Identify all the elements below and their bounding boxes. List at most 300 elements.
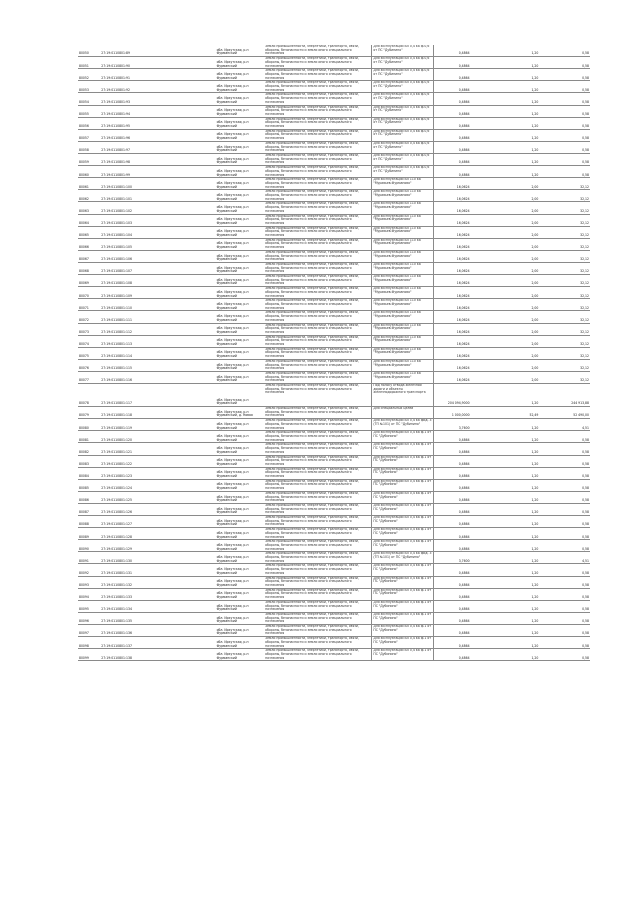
permitted-use-cell: Для эксплуатации ВЛ 0,4 кВ ф.1 от ПС "Дубинино" xyxy=(372,431,434,443)
row-number-cell: 80063 xyxy=(78,202,100,214)
specific-value-cell: 2,00 xyxy=(471,323,540,335)
address-cell: обл. Иркутская, р-н Фурманский xyxy=(216,262,265,274)
cadastral-value-cell: 32,12 xyxy=(539,214,590,226)
land-category-cell: Земли промышленности, энергетики, транспорта, связи, обороны, безопасности и земли иного специального назначения xyxy=(264,431,372,443)
table-row xyxy=(78,166,590,178)
cadastral-number-cell: 27:19:0110801:132 xyxy=(100,576,215,588)
cadastral-number-cell: 27:19:0110801:101 xyxy=(100,190,215,202)
permitted-use-cell: Для эксплуатации ВЛ 110 кВ "Муравьев-Фурманово" xyxy=(372,238,434,250)
cadastral-value-cell: 32,12 xyxy=(539,190,590,202)
land-category-cell: Земли промышленности, энергетики, транспорта, связи, обороны, безопасности и земли иного специального назначения xyxy=(264,564,372,576)
specific-value-cell: 1,20 xyxy=(471,467,540,479)
address-cell: обл. Иркутская, р-н Фурманский xyxy=(216,516,265,528)
address-cell: обл. Иркутская, р-н Фурманский xyxy=(216,467,265,479)
cadastral-number-cell: 27:19:0110801:129 xyxy=(100,540,215,552)
row-number-cell: 80067 xyxy=(78,250,100,262)
specific-value-cell: 1,20 xyxy=(471,45,540,57)
land-category-cell: Земли промышленности, энергетики, транспорта, связи, обороны, безопасности и земли иного специального назначения xyxy=(264,117,372,129)
cadastral-value-cell: 0,58 xyxy=(539,153,590,165)
cadastral-number-cell: 27:19:0110801:112 xyxy=(100,323,215,335)
land-category-cell: Земли промышленности, энергетики, транспорта, связи, обороны, безопасности и земли иного специального назначения xyxy=(264,81,372,93)
table-row xyxy=(78,202,590,214)
area-cell: 0,4864 xyxy=(434,467,471,479)
land-category-cell: Земли промышленности, энергетики, транспорта, связи, обороны, безопасности и земли иного специального назначения xyxy=(264,129,372,141)
table-row xyxy=(78,612,590,624)
table-row xyxy=(78,407,590,419)
land-category-cell: Земли промышленности, энергетики, транспорта, связи, обороны, безопасности и земли иного специального назначения xyxy=(264,407,372,419)
row-number-cell: 80060 xyxy=(78,166,100,178)
cadastral-value-cell: 0,58 xyxy=(539,57,590,69)
specific-value-cell: 1,20 xyxy=(471,552,540,564)
table-row xyxy=(78,491,590,503)
specific-value-cell: 2,00 xyxy=(471,226,540,238)
area-cell: 0,4864 xyxy=(434,443,471,455)
cadastral-value-cell: 0,58 xyxy=(539,649,590,661)
row-number-cell: 80073 xyxy=(78,323,100,335)
specific-value-cell: 1,20 xyxy=(471,69,540,81)
table-row xyxy=(78,190,590,202)
address-cell: обл. Иркутская, р-н Фурманский xyxy=(216,600,265,612)
table-row xyxy=(78,576,590,588)
area-cell: 16,0624 xyxy=(434,323,471,335)
land-category-cell: Земли промышленности, энергетики, транспорта, связи, обороны, безопасности и земли иного специального назначения xyxy=(264,576,372,588)
row-number-cell: 80090 xyxy=(78,540,100,552)
cadastral-value-cell: 32,12 xyxy=(539,311,590,323)
address-cell: обл. Иркутская, р-н Фурманский xyxy=(216,81,265,93)
specific-value-cell: 1,20 xyxy=(471,384,540,407)
permitted-use-cell: Для эксплуатации ВЛ 0,4 кВ ф.0,6 от ПС "Дубинино" xyxy=(372,93,434,105)
area-cell: 16,0624 xyxy=(434,275,471,287)
row-number-cell: 80075 xyxy=(78,347,100,359)
specific-value-cell: 2,00 xyxy=(471,250,540,262)
address-cell: обл. Иркутская, р-н Фурманский xyxy=(216,431,265,443)
area-cell: 0,4864 xyxy=(434,649,471,661)
cadastral-number-cell: 27:19:0110801:135 xyxy=(100,612,215,624)
cadastral-number-cell: 27:19:0110801:124 xyxy=(100,479,215,491)
specific-value-cell: 1,20 xyxy=(471,57,540,69)
row-number-cell: 80092 xyxy=(78,564,100,576)
cadastral-number-cell: 27:19:0110801:103 xyxy=(100,214,215,226)
specific-value-cell: 1,20 xyxy=(471,431,540,443)
address-cell: обл. Иркутская, р-н Фурманский xyxy=(216,528,265,540)
table-row xyxy=(78,347,590,359)
cadastral-number-cell: 27:19:0110801:136 xyxy=(100,625,215,637)
area-cell: 16,0624 xyxy=(434,347,471,359)
cadastral-number-cell: 27:19:0110801:105 xyxy=(100,238,215,250)
permitted-use-cell: Для эксплуатации ВЛ 0,4 кВ ф.1 от ПС "Дубинино" xyxy=(372,540,434,552)
cadastral-value-cell: 0,58 xyxy=(539,637,590,649)
table-row xyxy=(78,117,590,129)
cadastral-value-cell: 32,12 xyxy=(539,202,590,214)
table-row xyxy=(78,93,590,105)
land-category-cell: Земли промышленности, энергетики, транспорта, связи, обороны, безопасности и земли иного специального назначения xyxy=(264,93,372,105)
specific-value-cell: 2,00 xyxy=(471,311,540,323)
row-number-cell: 80068 xyxy=(78,262,100,274)
address-cell: обл. Иркутская, р-н Фурманский xyxy=(216,612,265,624)
cadastral-value-cell: 0,58 xyxy=(539,117,590,129)
cadastral-number-cell: 27:19:0110801:111 xyxy=(100,311,215,323)
area-cell: 0,4864 xyxy=(434,431,471,443)
permitted-use-cell: Для эксплуатации ВЛ 0,4 кВ ф.1 от ПС "Дубинино" xyxy=(372,649,434,661)
cadastral-number-cell: 27:19:0110801:89 xyxy=(100,45,215,57)
table-row xyxy=(78,600,590,612)
cadastral-number-cell: 27:19:0110801:98 xyxy=(100,153,215,165)
row-number-cell: 80080 xyxy=(78,419,100,431)
table-row xyxy=(78,443,590,455)
permitted-use-cell: Для эксплуатации ВЛ 0,4 кВ ф.1 от ПС "Дубинино" xyxy=(372,637,434,649)
row-number-cell: 80099 xyxy=(78,649,100,661)
cadastral-number-cell: 27:19:0110801:109 xyxy=(100,287,215,299)
table-row xyxy=(78,129,590,141)
row-number-cell: 80078 xyxy=(78,384,100,407)
cadastral-number-cell: 27:19:0110801:100 xyxy=(100,178,215,190)
address-cell: обл. Иркутская, р-н Фурманский xyxy=(216,503,265,515)
table-row xyxy=(78,467,590,479)
table-row xyxy=(78,105,590,117)
address-cell: обл. Иркутская, р-н Фурманский xyxy=(216,117,265,129)
cadastral-number-cell: 27:19:0110801:126 xyxy=(100,503,215,515)
row-number-cell: 80061 xyxy=(78,178,100,190)
specific-value-cell: 2,00 xyxy=(471,202,540,214)
land-category-cell: Земли промышленности, энергетики, транспорта, связи, обороны, безопасности и земли иного специального назначения xyxy=(264,45,372,57)
address-cell: обл. Иркутская, р-н Фурманский xyxy=(216,649,265,661)
area-cell: 0,4864 xyxy=(434,81,471,93)
address-cell: обл. Иркутская, р-н Фурманский xyxy=(216,311,265,323)
table-row xyxy=(78,455,590,467)
permitted-use-cell: Для эксплуатации ВЛ 0,4 кВ ф.1 от ПС "Дубинино" xyxy=(372,503,434,515)
area-cell: 16,0624 xyxy=(434,178,471,190)
specific-value-cell: 2,00 xyxy=(471,275,540,287)
cadastral-value-cell: 32,12 xyxy=(539,250,590,262)
cadastral-value-cell: 52 490,00 xyxy=(539,407,590,419)
table-body xyxy=(78,45,590,661)
land-category-cell: Земли промышленности, энергетики, транспорта, связи, обороны, безопасности и земли иного специального назначения xyxy=(264,299,372,311)
area-cell: 0,4864 xyxy=(434,564,471,576)
specific-value-cell: 1,20 xyxy=(471,564,540,576)
land-category-cell: Земли промышленности, энергетики, транспорта, связи, обороны, безопасности и земли иного специального назначения xyxy=(264,540,372,552)
cadastral-value-cell: 0,58 xyxy=(539,141,590,153)
cadastral-number-cell: 27:19:0110801:138 xyxy=(100,649,215,661)
row-number-cell: 80052 xyxy=(78,69,100,81)
table-row xyxy=(78,323,590,335)
cadastral-number-cell: 27:19:0110801:96 xyxy=(100,129,215,141)
cadastral-value-cell: 0,58 xyxy=(539,576,590,588)
table-row xyxy=(78,479,590,491)
cadastral-value-cell: 32,12 xyxy=(539,262,590,274)
area-cell: 0,4864 xyxy=(434,105,471,117)
cadastral-value-cell: 0,58 xyxy=(539,467,590,479)
area-cell: 0,4864 xyxy=(434,528,471,540)
row-number-cell: 80089 xyxy=(78,528,100,540)
specific-value-cell: 52,49 xyxy=(471,407,540,419)
cadastral-number-cell: 27:19:0110801:92 xyxy=(100,81,215,93)
address-cell: обл. Иркутская, р-н Фурманский xyxy=(216,141,265,153)
area-cell: 16,0624 xyxy=(434,359,471,371)
table-row xyxy=(78,503,590,515)
table-row xyxy=(78,552,590,564)
address-cell: обл. Иркутская, р-н Фурманский xyxy=(216,384,265,407)
cadastral-number-cell: 27:19:0110801:114 xyxy=(100,347,215,359)
cadastral-number-cell: 27:19:0110801:130 xyxy=(100,552,215,564)
permitted-use-cell: Для эксплуатации ВЛ 0,4 кВ ф.1 от ПС "Дубинино" xyxy=(372,479,434,491)
cadastral-value-cell: 32,12 xyxy=(539,371,590,383)
area-cell: 0,4864 xyxy=(434,540,471,552)
table-row xyxy=(78,69,590,81)
specific-value-cell: 2,00 xyxy=(471,359,540,371)
row-number-cell: 80056 xyxy=(78,117,100,129)
cadastral-value-cell: 0,58 xyxy=(539,166,590,178)
permitted-use-cell: Для эксплуатации ВЛ 0,4 кВ ф.0,6 от ПС "Дубинино" xyxy=(372,141,434,153)
permitted-use-cell: Для эксплуатации ВЛ 110 кВ "Муравьев-Фурманово" xyxy=(372,323,434,335)
cadastral-value-cell: 0,58 xyxy=(539,69,590,81)
land-category-cell: Земли промышленности, энергетики, транспорта, связи, обороны, безопасности и земли иного специального назначения xyxy=(264,552,372,564)
address-cell: обл. Иркутская, р-н Фурманский xyxy=(216,576,265,588)
cadastral-value-cell: 32,12 xyxy=(539,347,590,359)
table-row xyxy=(78,262,590,274)
cadastral-value-cell: 32,12 xyxy=(539,287,590,299)
cadastral-value-cell: 0,58 xyxy=(539,81,590,93)
row-number-cell: 80086 xyxy=(78,491,100,503)
area-cell: 0,4864 xyxy=(434,141,471,153)
specific-value-cell: 2,00 xyxy=(471,371,540,383)
row-number-cell: 80096 xyxy=(78,612,100,624)
cadastral-number-cell: 27:19:0110801:118 xyxy=(100,407,215,419)
address-cell: обл. Иркутская, р-н Фурманский xyxy=(216,455,265,467)
row-number-cell: 80076 xyxy=(78,359,100,371)
specific-value-cell: 2,00 xyxy=(471,214,540,226)
address-cell: обл. Иркутская, р-н Фурманский xyxy=(216,540,265,552)
area-cell: 3,7600 xyxy=(434,419,471,431)
area-cell: 16,0624 xyxy=(434,250,471,262)
table-row xyxy=(78,81,590,93)
permitted-use-cell: Для специальных целей xyxy=(372,407,434,419)
permitted-use-cell: Для эксплуатации ВЛ 0,4 кВ ф.1 от ПС "Дубинино" xyxy=(372,612,434,624)
permitted-use-cell: Для эксплуатации ВЛ 110 кВ "Муравьев-Фурманово" xyxy=(372,202,434,214)
permitted-use-cell: Для эксплуатации ВЛ 0,4 кВ ф.0,6 от ПС "Дубинино" xyxy=(372,105,434,117)
row-number-cell: 80065 xyxy=(78,226,100,238)
specific-value-cell: 1,20 xyxy=(471,117,540,129)
permitted-use-cell: Для эксплуатации ВЛ 110 кВ "Муравьев-Фурманово" xyxy=(372,311,434,323)
permitted-use-cell: Под полосу отвода железной дороги и объекты железнодорожного транспорта xyxy=(372,384,434,407)
area-cell: 16,0624 xyxy=(434,335,471,347)
cadastral-value-cell: 0,58 xyxy=(539,564,590,576)
cadastral-value-cell: 32,12 xyxy=(539,178,590,190)
area-cell: 16,0624 xyxy=(434,371,471,383)
row-number-cell: 80051 xyxy=(78,57,100,69)
cadastral-number-cell: 27:19:0110801:119 xyxy=(100,419,215,431)
specific-value-cell: 1,20 xyxy=(471,625,540,637)
row-number-cell: 80074 xyxy=(78,335,100,347)
address-cell: обл. Иркутская, р-н Фурманский xyxy=(216,129,265,141)
cadastral-value-cell: 0,58 xyxy=(539,625,590,637)
row-number-cell: 80064 xyxy=(78,214,100,226)
area-cell: 0,4864 xyxy=(434,516,471,528)
land-category-cell: Земли промышленности, энергетики, транспорта, связи, обороны, безопасности и земли иного специального назначения xyxy=(264,588,372,600)
cadastral-value-cell: 32,12 xyxy=(539,359,590,371)
permitted-use-cell: Для эксплуатации ВЛ 110 кВ "Муравьев-Фурманово" xyxy=(372,250,434,262)
land-category-cell: Земли промышленности, энергетики, транспорта, связи, обороны, безопасности и земли иного специального назначения xyxy=(264,214,372,226)
table-row xyxy=(78,371,590,383)
table-row xyxy=(78,238,590,250)
area-cell: 16,0624 xyxy=(434,214,471,226)
permitted-use-cell: Для эксплуатации ВЛ 0,4 кВ ф.0,6 от ПС "Дубинино" xyxy=(372,69,434,81)
land-category-cell: Земли промышленности, энергетики, транспорта, связи, обороны, безопасности и земли иного специального назначения xyxy=(264,600,372,612)
area-cell: 0,4864 xyxy=(434,588,471,600)
cadastral-number-cell: 27:19:0110801:107 xyxy=(100,262,215,274)
table-row xyxy=(78,335,590,347)
address-cell: обл. Иркутская, р-н Фурманский xyxy=(216,359,265,371)
row-number-cell: 80079 xyxy=(78,407,100,419)
specific-value-cell: 2,00 xyxy=(471,347,540,359)
area-cell: 0,4864 xyxy=(434,57,471,69)
address-cell: обл. Иркутская, р-н Фурманский xyxy=(216,479,265,491)
address-cell: обл. Иркутская, р-н Фурманский xyxy=(216,588,265,600)
row-number-cell: 80083 xyxy=(78,455,100,467)
cadastral-value-cell: 0,58 xyxy=(539,93,590,105)
permitted-use-cell: Для эксплуатации ВЛ 0,4 кВ ф.1 от ПС "Дубинино" xyxy=(372,443,434,455)
land-category-cell: Земли промышленности, энергетики, транспорта, связи, обороны, безопасности и земли иного специального назначения xyxy=(264,238,372,250)
permitted-use-cell: Для эксплуатации ВЛ 0,4 кВ ф.1 от ПС "Дубинино" xyxy=(372,588,434,600)
cadastral-value-cell: 32,12 xyxy=(539,226,590,238)
cadastral-value-cell: 32,12 xyxy=(539,238,590,250)
area-cell: 0,4864 xyxy=(434,117,471,129)
row-number-cell: 80098 xyxy=(78,637,100,649)
specific-value-cell: 1,20 xyxy=(471,491,540,503)
row-number-cell: 80057 xyxy=(78,129,100,141)
cadastral-value-cell: 4,51 xyxy=(539,419,590,431)
area-cell: 0,4864 xyxy=(434,637,471,649)
cadastral-value-cell: 0,58 xyxy=(539,540,590,552)
table-row xyxy=(78,299,590,311)
land-category-cell: Земли промышленности, энергетики, транспорта, связи, обороны, безопасности и земли иного специального назначения xyxy=(264,359,372,371)
specific-value-cell: 1,20 xyxy=(471,81,540,93)
cadastral-number-cell: 27:19:0110801:91 xyxy=(100,69,215,81)
row-number-cell: 80066 xyxy=(78,238,100,250)
table-row xyxy=(78,564,590,576)
table-row xyxy=(78,45,590,57)
area-cell: 0,4864 xyxy=(434,455,471,467)
cadastral-value-cell: 0,58 xyxy=(539,479,590,491)
cadastral-value-cell: 4,51 xyxy=(539,552,590,564)
row-number-cell: 80097 xyxy=(78,625,100,637)
table-row xyxy=(78,649,590,661)
permitted-use-cell: Для эксплуатации ВЛ 0,4 кВ ф.0,6 от ПС "Дубинино" xyxy=(372,117,434,129)
permitted-use-cell: Для эксплуатации ВЛ 110 кВ "Муравьев-Фурманово" xyxy=(372,347,434,359)
address-cell: обл. Иркутская, р-н Фурманский xyxy=(216,93,265,105)
address-cell: обл. Иркутская, р-н Фурманский xyxy=(216,323,265,335)
address-cell: обл. Иркутская, р-н Фурманский xyxy=(216,226,265,238)
specific-value-cell: 2,00 xyxy=(471,238,540,250)
permitted-use-cell: Для эксплуатации ВЛ 0,4 кВ ф.1 от ПС "Дубинино" xyxy=(372,564,434,576)
table-row xyxy=(78,141,590,153)
land-category-cell: Земли промышленности, энергетики, транспорта, связи, обороны, безопасности и земли иного специального назначения xyxy=(264,166,372,178)
cadastral-number-cell: 27:19:0110801:117 xyxy=(100,384,215,407)
cadastral-value-cell: 32,12 xyxy=(539,275,590,287)
specific-value-cell: 1,20 xyxy=(471,637,540,649)
specific-value-cell: 1,20 xyxy=(471,649,540,661)
specific-value-cell: 2,00 xyxy=(471,299,540,311)
specific-value-cell: 2,00 xyxy=(471,287,540,299)
table-row xyxy=(78,431,590,443)
specific-value-cell: 1,20 xyxy=(471,419,540,431)
land-category-cell: Земли промышленности, энергетики, транспорта, связи, обороны, безопасности и земли иного специального назначения xyxy=(264,419,372,431)
land-category-cell: Земли промышленности, энергетики, транспорта, связи, обороны, безопасности и земли иного специального назначения xyxy=(264,262,372,274)
specific-value-cell: 1,20 xyxy=(471,600,540,612)
land-category-cell: Земли промышленности, энергетики, транспорта, связи, обороны, безопасности и земли иного специального назначения xyxy=(264,467,372,479)
specific-value-cell: 1,20 xyxy=(471,141,540,153)
table-row xyxy=(78,419,590,431)
specific-value-cell: 1,20 xyxy=(471,516,540,528)
land-category-cell: Земли промышленности, энергетики, транспорта, связи, обороны, безопасности и земли иного специального назначения xyxy=(264,503,372,515)
table-row xyxy=(78,287,590,299)
address-cell: обл. Иркутская, р-н Фурманский xyxy=(216,335,265,347)
area-cell: 0,4864 xyxy=(434,612,471,624)
permitted-use-cell: Для эксплуатации ВЛ 0,4 кВ ф.0,6 от ПС "Дубинино" xyxy=(372,45,434,57)
area-cell: 16,0624 xyxy=(434,202,471,214)
land-category-cell: Земли промышленности, энергетики, транспорта, связи, обороны, безопасности и земли иного специального назначения xyxy=(264,311,372,323)
address-cell: обл. Иркутская, р-н Фурманский xyxy=(216,214,265,226)
area-cell: 0,4864 xyxy=(434,93,471,105)
specific-value-cell: 1,20 xyxy=(471,93,540,105)
address-cell: обл. Иркутская, р-н Фурманский xyxy=(216,153,265,165)
area-cell: 0,4864 xyxy=(434,69,471,81)
area-cell: 0,4864 xyxy=(434,503,471,515)
area-cell: 0,4864 xyxy=(434,625,471,637)
permitted-use-cell: Для эксплуатации ВЛ 110 кВ "Муравьев-Фурманово" xyxy=(372,214,434,226)
cadastral-value-cell: 0,58 xyxy=(539,431,590,443)
address-cell: обл. Иркутская, р-н Фурманский xyxy=(216,552,265,564)
cadastral-value-table xyxy=(78,45,590,859)
area-cell: 16,0624 xyxy=(434,190,471,202)
address-cell: обл. Иркутская, р-н Фурманский xyxy=(216,45,265,57)
specific-value-cell: 1,20 xyxy=(471,153,540,165)
address-cell: обл. Иркутская, р-н Фурманский xyxy=(216,299,265,311)
row-number-cell: 80053 xyxy=(78,81,100,93)
address-cell: обл. Иркутская, р-н Фурманский xyxy=(216,69,265,81)
table-row xyxy=(78,178,590,190)
address-cell: обл. Иркутская, р-н Фурманский xyxy=(216,347,265,359)
cadastral-value-cell: 0,58 xyxy=(539,443,590,455)
area-cell: 1 000,0000 xyxy=(434,407,471,419)
area-cell: 0,4864 xyxy=(434,129,471,141)
row-number-cell: 80087 xyxy=(78,503,100,515)
row-number-cell: 80082 xyxy=(78,443,100,455)
permitted-use-cell: Для эксплуатации ВЛ 0,4 кВ ф.0,6 от ПС "Дубинино" xyxy=(372,129,434,141)
cadastral-value-cell: 0,58 xyxy=(539,612,590,624)
cadastral-value-cell: 0,58 xyxy=(539,491,590,503)
row-number-cell: 80071 xyxy=(78,299,100,311)
cadastral-number-cell: 27:19:0110801:116 xyxy=(100,371,215,383)
address-cell: обл. Иркутская, р-н Фурманский xyxy=(216,287,265,299)
table-row xyxy=(78,637,590,649)
specific-value-cell: 1,20 xyxy=(471,129,540,141)
cadastral-number-cell: 27:19:0110801:127 xyxy=(100,516,215,528)
cadastral-value-cell: 244 913,88 xyxy=(539,384,590,407)
cadastral-value-cell: 32,12 xyxy=(539,299,590,311)
table-row xyxy=(78,516,590,528)
area-cell: 0,4864 xyxy=(434,576,471,588)
address-cell: обл. Иркутская, р-н Фурманский xyxy=(216,419,265,431)
row-number-cell: 80077 xyxy=(78,371,100,383)
address-cell: обл. Иркутская, р-н Фурманский xyxy=(216,190,265,202)
permitted-use-cell: Для эксплуатации ВЛ 0,4 кВ ф.1 от ПС "Дубинино" xyxy=(372,576,434,588)
cadastral-number-cell: 27:19:0110801:95 xyxy=(100,117,215,129)
table-row xyxy=(78,153,590,165)
address-cell: обл. Иркутская, р-н Фурманский xyxy=(216,57,265,69)
permitted-use-cell: Для эксплуатации ВЛ 0,4 кВ ф.1 от ПС "Дубинино" xyxy=(372,600,434,612)
specific-value-cell: 1,20 xyxy=(471,540,540,552)
land-category-cell: Земли промышленности, энергетики, транспорта, связи, обороны, безопасности и земли иного специального назначения xyxy=(264,69,372,81)
